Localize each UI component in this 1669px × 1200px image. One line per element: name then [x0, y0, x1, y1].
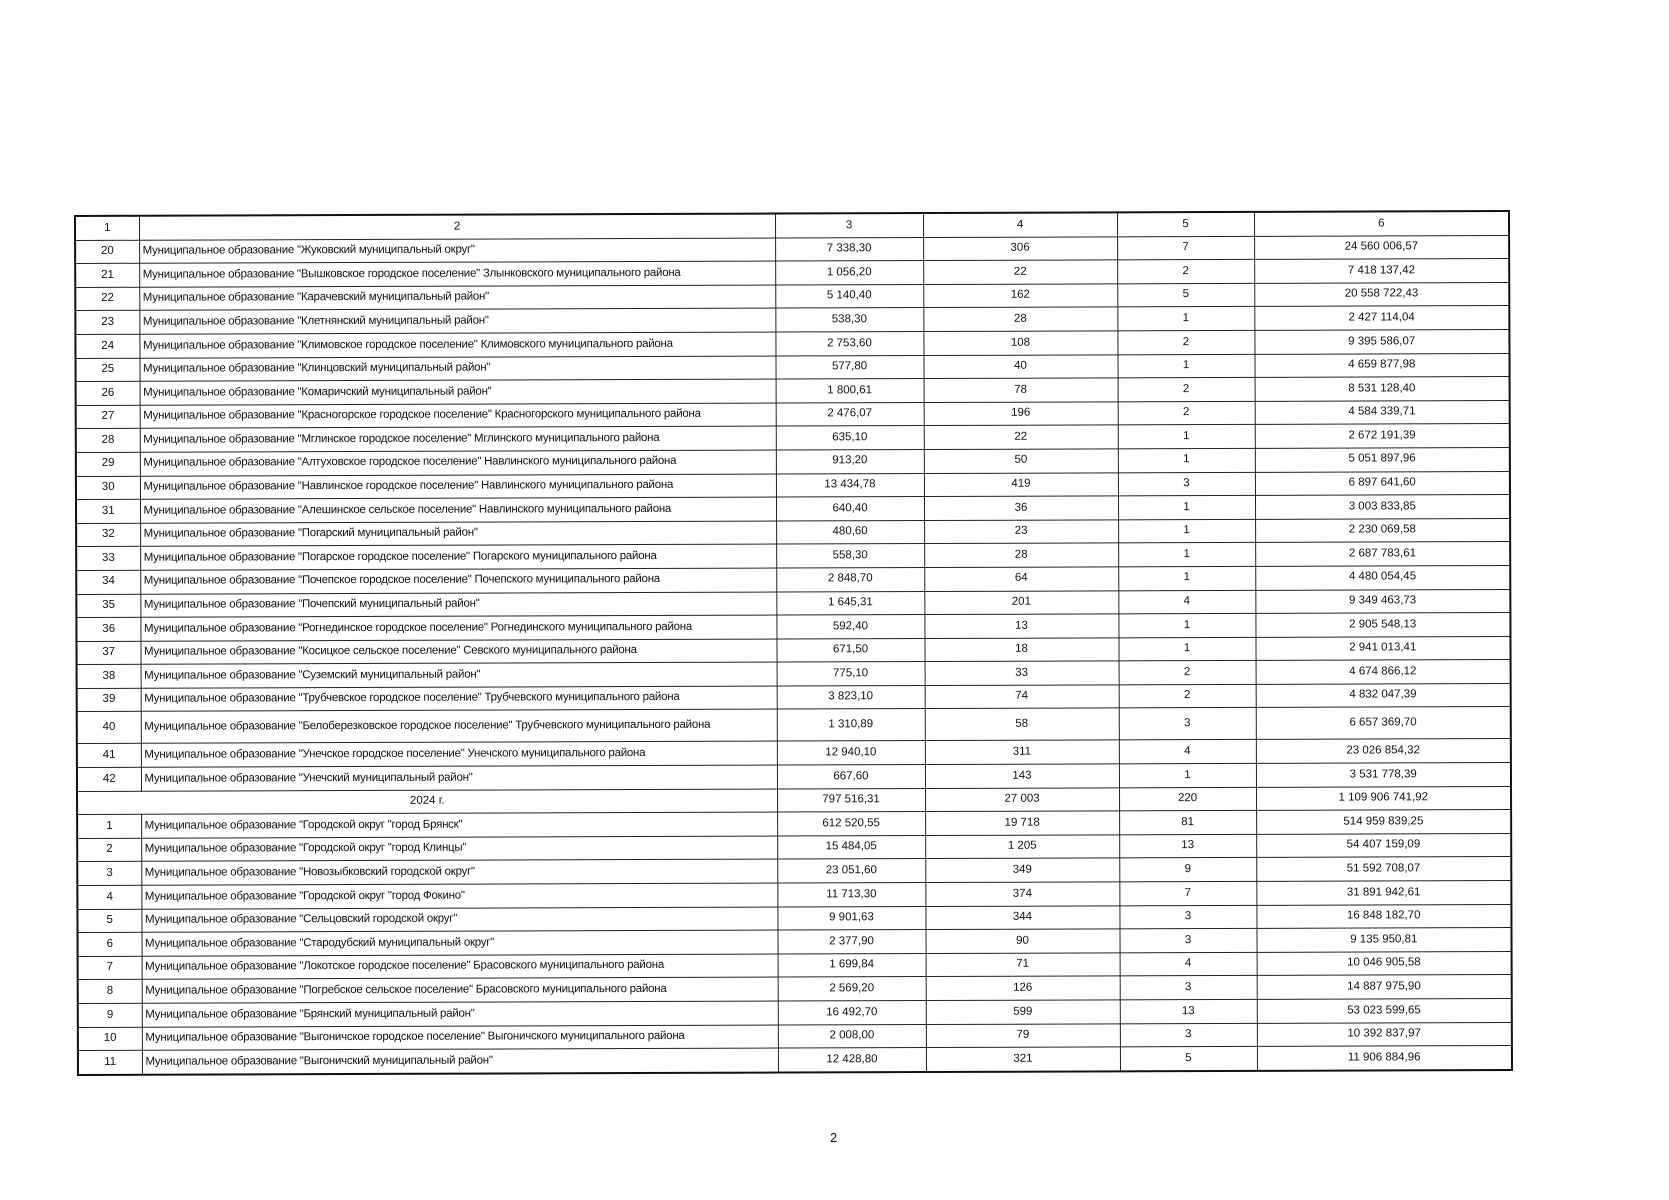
municipality-name: Муниципальное образование "Красногорское городское поселение" Красногорского муниципального района	[140, 403, 776, 429]
value-col-5: 2	[1117, 330, 1254, 354]
row-number: 28	[76, 429, 140, 453]
value-col-5: 7	[1119, 881, 1256, 905]
value-col-5: 1	[1118, 566, 1255, 590]
header-col-2: 2	[139, 214, 775, 240]
value-col-4: 40	[923, 354, 1117, 378]
municipality-name: Муниципальное образование "Вышковское городское поселение" Злынковского муниципального района	[139, 261, 775, 287]
value-col-4: 23	[924, 520, 1118, 544]
value-col-6: 51 592 708,07	[1256, 857, 1511, 881]
value-col-5: 1	[1118, 448, 1255, 472]
value-col-3: 2 569,20	[778, 977, 926, 1001]
municipality-name: Муниципальное образование "Стародубский муниципальный округ"	[142, 930, 778, 956]
row-number: 41	[77, 744, 141, 768]
value-col-6: 2 672 191,39	[1255, 424, 1510, 448]
value-col-4: 78	[924, 378, 1118, 402]
value-col-4: 28	[924, 543, 1118, 567]
row-number: 39	[77, 688, 141, 712]
value-col-5: 3	[1118, 472, 1255, 496]
municipality-name: Муниципальное образование "Погребское сельское поселение" Брасовского муниципального района	[142, 977, 778, 1003]
value-col-3: 16 492,70	[778, 1001, 926, 1025]
municipality-name: Муниципальное образование "Погарский муниципальный район"	[140, 521, 776, 547]
value-col-5: 1	[1118, 496, 1255, 520]
value-col-3: 775,10	[777, 662, 925, 686]
value-col-5: 81	[1119, 811, 1256, 835]
municipality-name: Муниципальное образование "Алешинское сельское поселение" Навлинского муниципального района	[140, 497, 776, 523]
municipality-name: Муниципальное образование "Локотское городское поселение" Брасовского муниципального района	[142, 954, 778, 980]
row-number: 8	[78, 980, 142, 1004]
value-col-4: 50	[924, 449, 1118, 473]
value-col-3: 592,40	[776, 615, 924, 639]
value-col-6: 514 959 839,25	[1256, 810, 1511, 834]
data-table	[74, 210, 1513, 1076]
value-col-6: 2 941 013,41	[1255, 636, 1510, 660]
value-col-4: 90	[926, 929, 1120, 953]
value-col-3: 2 008,00	[778, 1024, 926, 1048]
municipality-name: Муниципальное образование "Белоберезковское городское поселение" Трубчевского муниципального района	[141, 710, 777, 744]
total-label: 2024 г.	[77, 789, 777, 815]
municipality-name: Муниципальное образование "Жуковский муниципальный округ"	[139, 238, 775, 264]
value-col-3: 2 753,60	[775, 332, 923, 356]
value-col-3: 640,40	[776, 497, 924, 521]
header-col-3: 3	[775, 213, 923, 238]
municipality-name: Муниципальное образование "Суземский муниципальный район"	[141, 662, 777, 688]
row-number: 35	[76, 594, 140, 618]
row-number: 9	[78, 1003, 142, 1027]
municipality-name: Муниципальное образование "Трубчевское городское поселение" Трубчевского муниципального района	[141, 686, 777, 712]
value-col-3: 12 940,10	[777, 741, 925, 765]
value-col-5: 2	[1118, 378, 1255, 402]
value-col-4: 344	[925, 905, 1119, 929]
row-number: 3	[77, 862, 141, 886]
row-number: 32	[76, 523, 140, 547]
value-col-5: 1	[1118, 519, 1255, 543]
row-number: 6	[78, 932, 142, 956]
value-col-6: 10 392 837,97	[1257, 1022, 1512, 1046]
municipality-name: Муниципальное образование "Выгоничский муниципальный район"	[142, 1048, 778, 1074]
value-col-6: 1 109 906 741,92	[1256, 786, 1511, 810]
row-number: 27	[76, 405, 140, 429]
value-col-5: 1	[1118, 637, 1255, 661]
municipality-name: Муниципальное образование "Почепский муниципальный район"	[140, 592, 776, 618]
value-col-3: 635,10	[776, 426, 924, 450]
value-col-5: 1	[1119, 763, 1256, 787]
row-number: 34	[76, 570, 140, 594]
value-col-4: 13	[924, 614, 1118, 638]
table-body	[75, 211, 1512, 1075]
value-col-4: 196	[924, 402, 1118, 426]
value-col-5: 3	[1120, 976, 1257, 1000]
value-col-6: 5 051 897,96	[1255, 447, 1510, 471]
value-col-6: 7 418 137,42	[1254, 259, 1509, 283]
row-number: 36	[76, 617, 140, 641]
row-number: 25	[75, 358, 139, 382]
value-col-6: 11 906 884,96	[1257, 1046, 1512, 1071]
value-col-5: 220	[1119, 787, 1256, 811]
value-col-4: 22	[923, 260, 1117, 284]
value-col-4: 599	[926, 1000, 1120, 1024]
header-col-5: 5	[1117, 212, 1254, 237]
value-col-6: 10 046 905,58	[1257, 951, 1512, 975]
value-col-5: 1	[1118, 613, 1255, 637]
value-col-4: 19 718	[925, 811, 1119, 835]
value-col-3: 12 428,80	[778, 1048, 926, 1073]
value-col-6: 4 480 054,45	[1255, 565, 1510, 589]
value-col-4: 126	[926, 976, 1120, 1000]
value-col-3: 671,50	[776, 638, 924, 662]
value-col-6: 54 407 159,09	[1256, 833, 1511, 857]
value-col-4: 321	[926, 1047, 1120, 1072]
row-number: 26	[76, 381, 140, 405]
municipality-name: Муниципальное образование "Погарское городское поселение" Погарского муниципального района	[140, 544, 776, 570]
municipality-name: Муниципальное образование "Клетнянский муниципальный район"	[139, 308, 775, 334]
value-col-4: 36	[924, 496, 1118, 520]
municipality-name: Муниципальное образование "Климовское городское поселение" Климовского муниципального района	[139, 332, 775, 358]
municipality-name: Муниципальное образование "Городской округ "город Клинцы"	[141, 836, 777, 862]
value-col-3: 5 140,40	[775, 284, 923, 308]
value-col-6: 9 395 586,07	[1254, 329, 1509, 353]
value-col-5: 2	[1117, 260, 1254, 284]
municipality-name: Муниципальное образование "Комаричский муниципальный район"	[140, 379, 776, 405]
value-col-6: 23 026 854,32	[1256, 739, 1511, 763]
value-col-3: 15 484,05	[777, 835, 925, 859]
value-col-4: 1 205	[925, 835, 1119, 859]
row-number: 23	[75, 311, 139, 335]
value-col-6: 2 687 783,61	[1255, 542, 1510, 566]
value-col-4: 64	[924, 567, 1118, 591]
value-col-6: 24 560 006,57	[1254, 235, 1509, 259]
value-col-3: 1 699,84	[778, 953, 926, 977]
value-col-6: 2 230 069,58	[1255, 518, 1510, 542]
value-col-4: 349	[925, 858, 1119, 882]
value-col-3: 1 310,89	[777, 709, 925, 742]
value-col-4: 74	[925, 685, 1119, 709]
row-number: 11	[78, 1050, 142, 1074]
value-col-4: 18	[924, 638, 1118, 662]
value-col-3: 913,20	[776, 449, 924, 473]
value-col-3: 612 520,55	[777, 812, 925, 836]
value-col-6: 4 659 877,98	[1254, 353, 1509, 377]
municipality-name: Муниципальное образование "Почепское городское поселение" Почепского муниципального района	[140, 568, 776, 594]
municipality-name: Муниципальное образование "Алтуховское городское поселение" Навлинского муниципального района	[140, 450, 776, 476]
value-col-3: 1 056,20	[775, 261, 923, 285]
value-col-4: 374	[925, 882, 1119, 906]
value-col-5: 1	[1118, 425, 1255, 449]
value-col-3: 2 848,70	[776, 567, 924, 591]
value-col-5: 2	[1118, 401, 1255, 425]
row-number: 20	[75, 240, 139, 264]
municipality-name: Муниципальное образование "Унечский муниципальный район"	[141, 765, 777, 791]
value-col-3: 3 823,10	[777, 685, 925, 709]
page-number: 2	[830, 1130, 838, 1145]
value-col-3: 7 338,30	[775, 237, 923, 261]
row-number: 29	[76, 452, 140, 476]
value-col-3: 577,80	[775, 355, 923, 379]
value-col-5: 4	[1118, 590, 1255, 614]
value-col-6: 53 023 599,65	[1257, 998, 1512, 1022]
value-col-4: 58	[925, 708, 1119, 741]
row-number: 1	[77, 815, 141, 839]
value-col-6: 6 657 369,70	[1256, 707, 1511, 740]
value-col-5: 1	[1118, 543, 1255, 567]
row-number: 38	[77, 665, 141, 689]
value-col-5: 13	[1120, 999, 1257, 1023]
value-col-6: 4 674 866,12	[1256, 660, 1511, 684]
table-row	[77, 707, 1511, 744]
row-number: 30	[76, 476, 140, 500]
row-number: 2	[77, 838, 141, 862]
row-number: 10	[78, 1027, 142, 1051]
value-col-4: 71	[926, 953, 1120, 977]
value-col-5: 7	[1117, 236, 1254, 260]
row-number: 33	[76, 547, 140, 571]
value-col-5: 3	[1120, 1023, 1257, 1047]
value-col-6: 3 531 778,39	[1256, 763, 1511, 787]
value-col-4: 28	[923, 307, 1117, 331]
value-col-4: 79	[926, 1023, 1120, 1047]
municipality-name: Муниципальное образование "Мглинское городское поселение" Мглинского муниципального района	[140, 426, 776, 452]
value-col-6: 2 427 114,04	[1254, 306, 1509, 330]
value-col-3: 480,60	[776, 520, 924, 544]
value-col-6: 4 584 339,71	[1255, 400, 1510, 424]
row-number: 42	[77, 767, 141, 791]
value-col-4: 108	[923, 331, 1117, 355]
value-col-3: 667,60	[777, 765, 925, 789]
municipality-name: Муниципальное образование "Выгоничское городское поселение" Выгоничского муниципального района	[142, 1025, 778, 1051]
row-number: 24	[75, 334, 139, 358]
value-col-5: 5	[1120, 1047, 1257, 1072]
header-col-4: 4	[923, 212, 1117, 237]
municipality-name: Муниципальное образование "Карачевский муниципальный район"	[139, 285, 775, 311]
row-number: 31	[76, 499, 140, 523]
row-number: 22	[75, 287, 139, 311]
value-col-3: 23 051,60	[777, 859, 925, 883]
value-col-6: 20 558 722,43	[1254, 282, 1509, 306]
value-col-6: 2 905 548,13	[1255, 613, 1510, 637]
value-col-5: 2	[1119, 684, 1256, 708]
value-col-3: 2 377,90	[778, 930, 926, 954]
row-number: 37	[76, 641, 140, 665]
value-col-4: 162	[923, 284, 1117, 308]
value-col-3: 2 476,07	[776, 402, 924, 426]
value-col-6: 6 897 641,60	[1255, 471, 1510, 495]
table-row	[78, 1046, 1512, 1075]
value-col-4: 143	[925, 764, 1119, 788]
value-col-5: 4	[1119, 740, 1256, 764]
value-col-3: 1 645,31	[776, 591, 924, 615]
municipality-name: Муниципальное образование "Брянский муниципальный район"	[142, 1001, 778, 1027]
value-col-6: 3 003 833,85	[1255, 495, 1510, 519]
municipality-name: Муниципальное образование "Косицкое сельское поселение" Севского муниципального района	[140, 639, 776, 665]
municipality-name: Муниципальное образование "Городской округ "город Брянск"	[141, 812, 777, 838]
value-col-6: 4 832 047,39	[1256, 683, 1511, 707]
row-number: 7	[78, 956, 142, 980]
header-col-1: 1	[75, 216, 139, 240]
value-col-5: 1	[1117, 307, 1254, 331]
value-col-3: 9 901,63	[777, 906, 925, 930]
municipality-name: Муниципальное образование "Городской округ "город Фокино"	[141, 883, 777, 909]
value-col-6: 14 887 975,90	[1257, 975, 1512, 999]
value-col-5: 13	[1119, 834, 1256, 858]
value-col-5: 4	[1120, 952, 1257, 976]
value-col-4: 311	[925, 740, 1119, 764]
value-col-3: 11 713,30	[777, 883, 925, 907]
value-col-5: 3	[1119, 929, 1256, 953]
value-col-6: 9 135 950,81	[1256, 928, 1511, 952]
row-number: 40	[77, 712, 141, 744]
value-col-6: 16 848 182,70	[1256, 904, 1511, 928]
municipality-name: Муниципальное образование "Рогнединское городское поселение" Рогнединского муниципального района	[140, 615, 776, 641]
value-col-5: 2	[1119, 661, 1256, 685]
value-col-3: 1 800,61	[776, 379, 924, 403]
value-col-5: 3	[1119, 708, 1256, 740]
municipality-name: Муниципальное образование "Унечское городское поселение" Унечского муниципального района	[141, 742, 777, 768]
value-col-4: 306	[923, 236, 1117, 260]
value-col-6: 8 531 128,40	[1255, 377, 1510, 401]
value-col-5: 9	[1119, 858, 1256, 882]
value-col-5: 5	[1117, 283, 1254, 307]
row-number: 5	[77, 909, 141, 933]
value-col-5: 1	[1117, 354, 1254, 378]
value-col-4: 33	[925, 661, 1119, 685]
row-number: 4	[77, 885, 141, 909]
value-col-4: 27 003	[925, 788, 1119, 812]
municipality-name: Муниципальное образование "Клинцовский муниципальный район"	[139, 356, 775, 382]
value-col-4: 201	[924, 590, 1118, 614]
row-number: 21	[75, 263, 139, 287]
value-col-4: 419	[924, 472, 1118, 496]
municipality-name: Муниципальное образование "Новозыбковский городской округ"	[141, 859, 777, 885]
value-col-5: 3	[1119, 905, 1256, 929]
municipality-name: Муниципальное образование "Навлинское городское поселение" Навлинского муниципального района	[140, 474, 776, 500]
value-col-3: 558,30	[776, 544, 924, 568]
value-col-4: 22	[924, 425, 1118, 449]
header-col-6: 6	[1254, 211, 1509, 236]
value-col-3: 13 434,78	[776, 473, 924, 497]
value-col-6: 31 891 942,61	[1256, 881, 1511, 905]
value-col-6: 9 349 463,73	[1255, 589, 1510, 613]
municipality-name: Муниципальное образование "Сельцовский городской округ"	[141, 907, 777, 933]
value-col-3: 538,30	[775, 308, 923, 332]
value-col-3: 797 516,31	[777, 788, 925, 812]
